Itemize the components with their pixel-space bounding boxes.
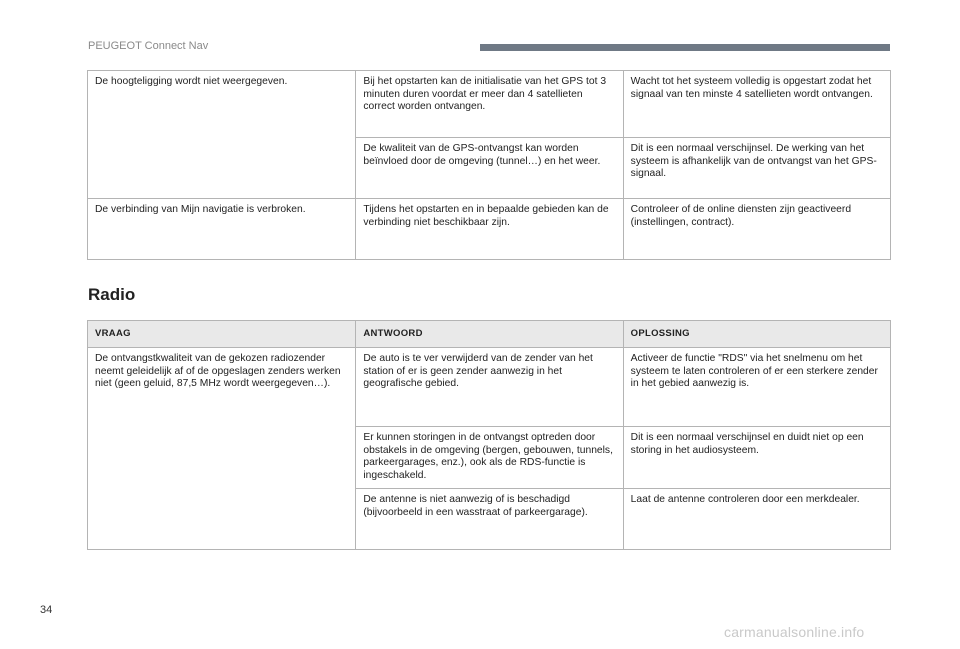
- solution-cell: Dit is een normaal verschijnsel en duidt niet op een storing in het audiosysteem.: [623, 427, 890, 489]
- section-title-radio: Radio: [88, 285, 136, 304]
- question-cell: De hoogteligging wordt niet weergegeven.: [88, 71, 356, 199]
- answer-cell: De auto is te ver verwijderd van de zender van het station of er is geen zender aanwezig in het geografische gebied.: [356, 348, 623, 427]
- answer-cell: De antenne is niet aanwezig of is beschadigd (bijvoorbeeld in een wasstraat of parkeergarage).: [356, 489, 623, 550]
- column-header-solution: OPLOSSING: [623, 321, 890, 348]
- answer-cell: De kwaliteit van de GPS-ontvangst kan worden beïnvloed door de omgeving (tunnel…) en het weer.: [356, 138, 623, 199]
- column-header-answer: ANTWOORD: [356, 321, 623, 348]
- solution-cell: Activeer de functie "RDS" via het snelmenu om het systeem te laten controleren of er een sterkere zender in het gebied aanwezig is.: [623, 348, 890, 427]
- answer-cell: Er kunnen storingen in de ontvangst optreden door obstakels in de omgeving (bergen, gebouwen, tunnels, parkeergarages, enz.), ook als de RDS-functie is ingeschakeld.: [356, 427, 623, 489]
- header-bar: [480, 44, 890, 51]
- solution-cell: Wacht tot het systeem volledig is opgestart zodat het signaal van ten minste 4 satellieten wordt ontvangen.: [623, 71, 890, 138]
- solution-cell: Dit is een normaal verschijnsel. De werking van het systeem is afhankelijk van de ontvangst van het GPS-signaal.: [623, 138, 890, 199]
- table-row: [88, 348, 891, 427]
- column-header-question: VRAAG: [88, 321, 356, 348]
- radio-troubleshooting-table: [87, 320, 891, 550]
- document-header-title: PEUGEOT Connect Nav: [88, 40, 209, 52]
- question-cell: De verbinding van Mijn navigatie is verbroken.: [88, 199, 356, 260]
- answer-cell: Tijdens het opstarten en in bepaalde gebieden kan de verbinding niet beschikbaar zijn.: [356, 199, 623, 260]
- page-number: 34: [40, 604, 53, 616]
- table-row: [88, 199, 891, 260]
- solution-cell: Controleer of de online diensten zijn geactiveerd (instellingen, contract).: [623, 199, 890, 260]
- table-row: [88, 71, 891, 138]
- gps-troubleshooting-table: [87, 70, 891, 260]
- solution-cell: Laat de antenne controleren door een merkdealer.: [623, 489, 890, 550]
- answer-cell: Bij het opstarten kan de initialisatie van het GPS tot 3 minuten duren voordat er meer dan 4 satellieten correct worden ontvangen.: [356, 71, 623, 138]
- table-header-row: [88, 321, 891, 348]
- question-cell: De ontvangstkwaliteit van de gekozen radiozender neemt geleidelijk af of de opgeslagen zenders werken niet (geen geluid, 87,5 MHz wordt weergegeven…).: [88, 348, 356, 550]
- watermark: carmanualsonline.info: [724, 624, 865, 640]
